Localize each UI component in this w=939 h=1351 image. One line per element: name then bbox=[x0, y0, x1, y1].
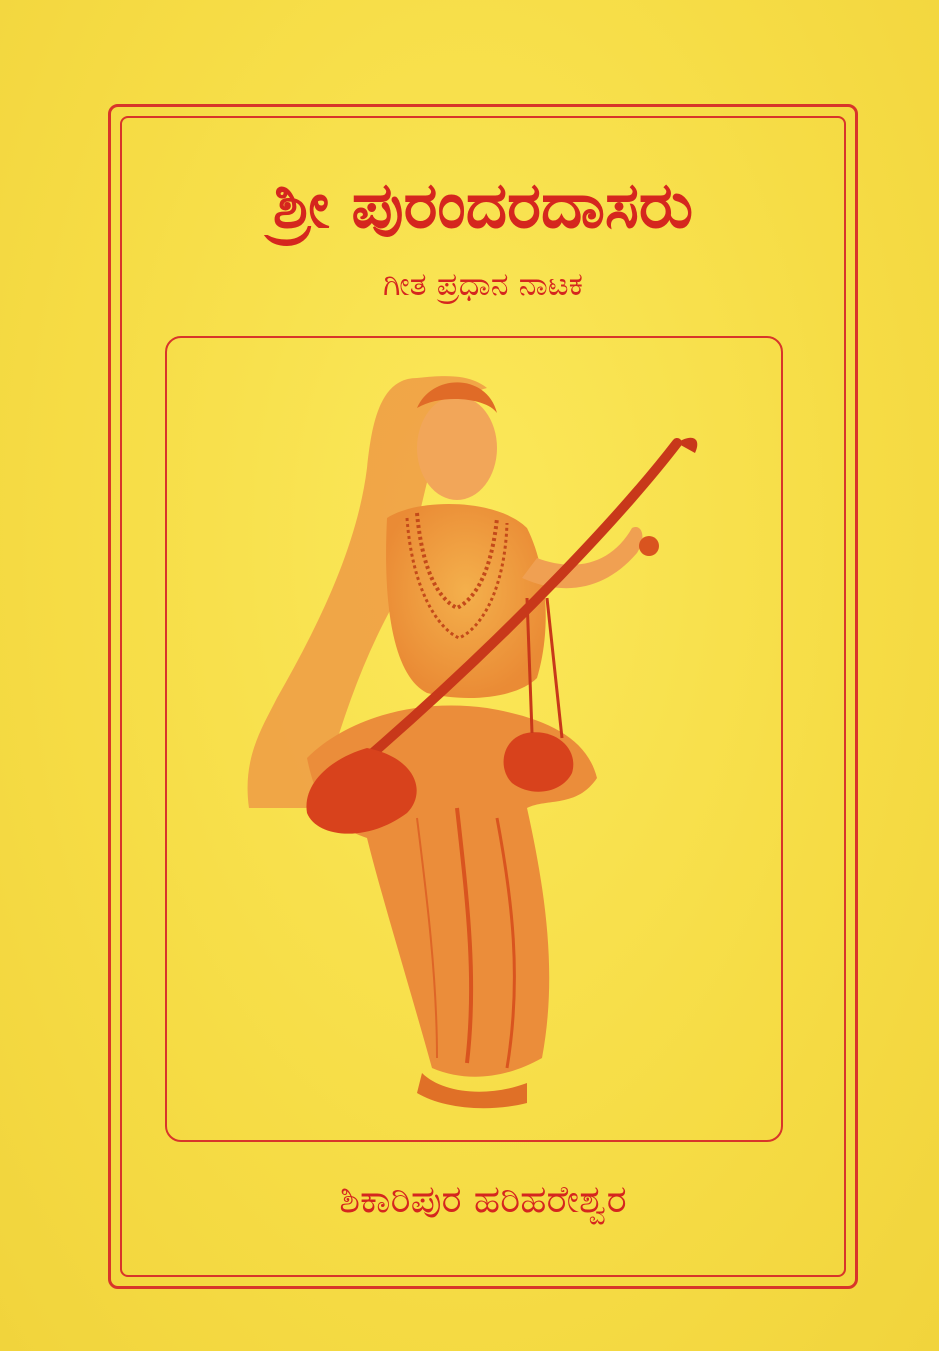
author-name: ಶಿಕಾರಿಪುರ ಹರಿಹರೇಶ್ವರ bbox=[339, 1177, 627, 1221]
head-shape bbox=[417, 396, 497, 500]
saint-with-tambura-illustration bbox=[167, 338, 783, 1142]
book-title: ಶ್ರೀ ಪುರಂದರದಾಸರು bbox=[272, 169, 694, 243]
book-subtitle: ಗೀತ ಪ್ರಧಾನ ನಾಟಕ bbox=[382, 265, 584, 303]
illustration-frame bbox=[165, 336, 783, 1142]
